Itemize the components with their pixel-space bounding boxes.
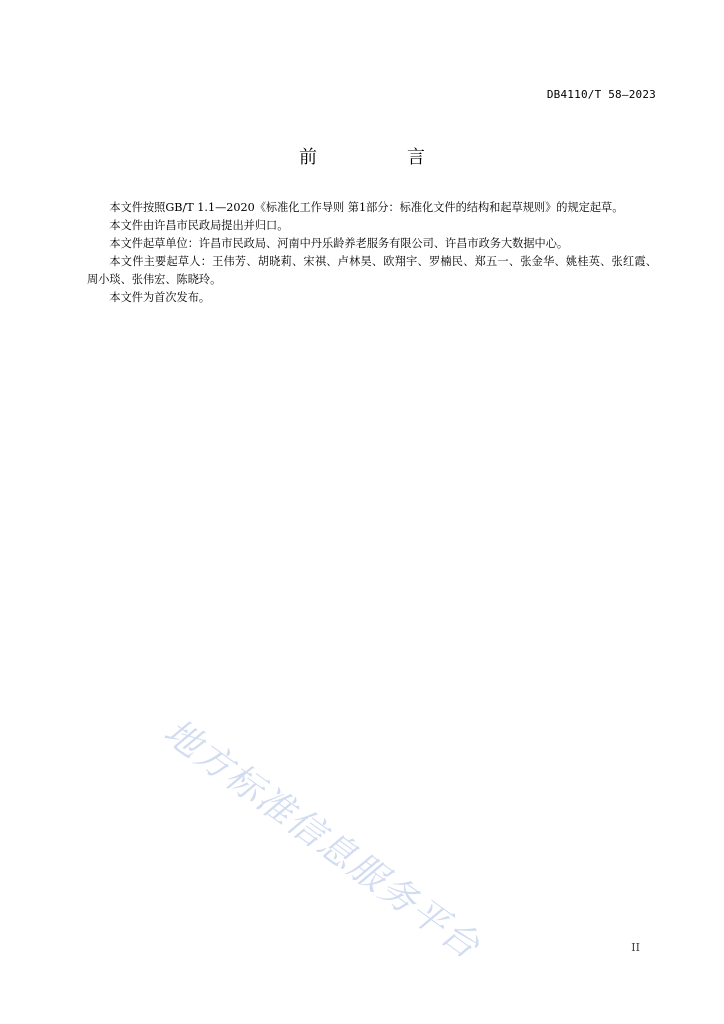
watermark: 地方标准信息服务平台 bbox=[156, 711, 488, 968]
standard-code: DB4110/T 58—2023 bbox=[546, 88, 656, 101]
paragraph-drafting-units: 本文件起草单位：许昌市民政局、河南中丹乐龄养老服务有限公司、许昌市政务大数据中心。 bbox=[109, 237, 569, 250]
paragraph-drafting-basis: 本文件按照GB/T 1.1—2020《标准化工作导则 第1部分：标准化文件的结构和起草规则》的规定起草。 bbox=[109, 201, 624, 214]
page-title: 前言 bbox=[299, 147, 515, 168]
paragraph-drafters: 本文件主要起草人：王伟芳、胡晓莉、宋祺、卢林昊、欧翔宇、罗楠民、郑五一、张金华、姚桂英、张红霞、周小琰、张伟宏、陈晓玲。 bbox=[87, 255, 657, 286]
foreword-body bbox=[87, 199, 657, 307]
paragraph-proposer: 本文件由许昌市民政局提出并归口。 bbox=[109, 219, 289, 232]
page-number: II bbox=[631, 941, 640, 954]
paragraph-first-release: 本文件为首次发布。 bbox=[109, 291, 211, 304]
